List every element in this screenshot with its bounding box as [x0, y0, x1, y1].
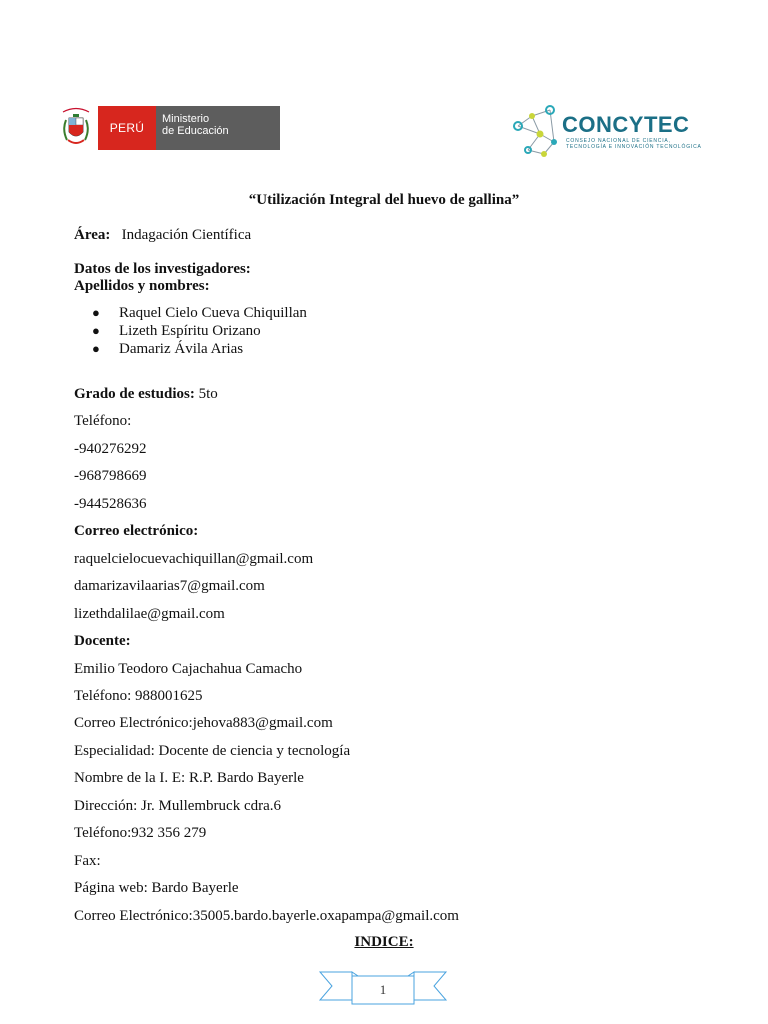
fax: Fax: — [74, 853, 101, 869]
teacher-phone: Teléfono: 988001625 — [74, 688, 203, 704]
page-number-badge — [318, 966, 448, 1006]
grade-label: Grado de estudios: — [74, 386, 195, 402]
peru-label: PERÚ — [98, 106, 156, 150]
teacher-email: Correo Electrónico:jehova883@gmail.com — [74, 715, 333, 731]
list-item — [92, 340, 243, 358]
area-row — [74, 226, 251, 244]
investigator-name: Lizeth Espíritu Orizano — [119, 323, 261, 339]
investigators-heading: Datos de los investigadores: — [74, 261, 251, 277]
investigator-name: Damariz Ávila Arias — [119, 341, 244, 357]
address: Dirección: Jr. Mullembruck cdra.6 — [74, 798, 282, 814]
email-2: damarizavilaarias7@gmail.com — [74, 578, 265, 594]
school-name: Nombre de la I. E: R.P. Bardo Bayerle — [74, 770, 304, 786]
grade-value: 5to — [198, 386, 218, 402]
phone-2: -968798669 — [74, 468, 147, 484]
list-item — [92, 304, 307, 322]
investigator-name: Raquel Cielo Cueva Chiquillan — [119, 305, 307, 321]
website: Página web: Bardo Bayerle — [74, 880, 239, 896]
phone-3: -944528636 — [74, 496, 147, 512]
network-nodes-icon — [510, 104, 562, 160]
specialty: Especialidad: Docente de ciencia y tecnología — [74, 743, 351, 759]
ministry-label — [156, 106, 280, 150]
names-heading: Apellidos y nombres: — [74, 278, 210, 294]
email-label: Correo electrónico: — [74, 523, 199, 539]
grade-row — [74, 385, 218, 403]
page-number: 1 — [379, 982, 387, 997]
ministry-line-2: de Educación — [162, 125, 229, 137]
peru-coat-of-arms-icon — [60, 106, 92, 150]
bullet-icon: ● — [92, 323, 100, 338]
teacher-name: Emilio Teodoro Cajachahua Camacho — [74, 661, 303, 677]
teacher-label: Docente: — [74, 633, 131, 649]
email-3: lizethdalilae@gmail.com — [74, 606, 225, 622]
bullet-icon: ● — [92, 305, 100, 320]
school-email: Correo Electrónico:35005.bardo.bayerle.oxapampa@gmail.com — [74, 908, 459, 924]
area-label: Área: — [74, 227, 111, 243]
area-value: Indagación Científica — [121, 227, 252, 243]
email-1: raquelcielocuevachiquillan@gmail.com — [74, 551, 314, 567]
bullet-icon: ● — [92, 341, 100, 356]
concytec-subtitle — [566, 138, 702, 150]
concytec-sub-line-2: TECNOLOGÍA E INNOVACIÓN TECNOLÓGICA — [566, 144, 702, 150]
document-title: “Utilización Integral del huevo de gallina” — [248, 192, 520, 208]
phone-label: Teléfono: — [74, 413, 132, 429]
index-heading: INDICE: — [354, 934, 414, 950]
concytec-logo — [510, 104, 710, 160]
peru-minedu-logo — [60, 106, 280, 150]
list-item — [92, 322, 261, 340]
school-phone: Teléfono:932 356 279 — [74, 825, 207, 841]
ministry-line-1: Ministerio — [162, 113, 210, 125]
phone-1: -940276292 — [74, 441, 147, 457]
concytec-sub-line-1: CONSEJO NACIONAL DE CIENCIA, — [566, 138, 671, 144]
concytec-wordmark: CONCYTEC — [562, 112, 690, 137]
